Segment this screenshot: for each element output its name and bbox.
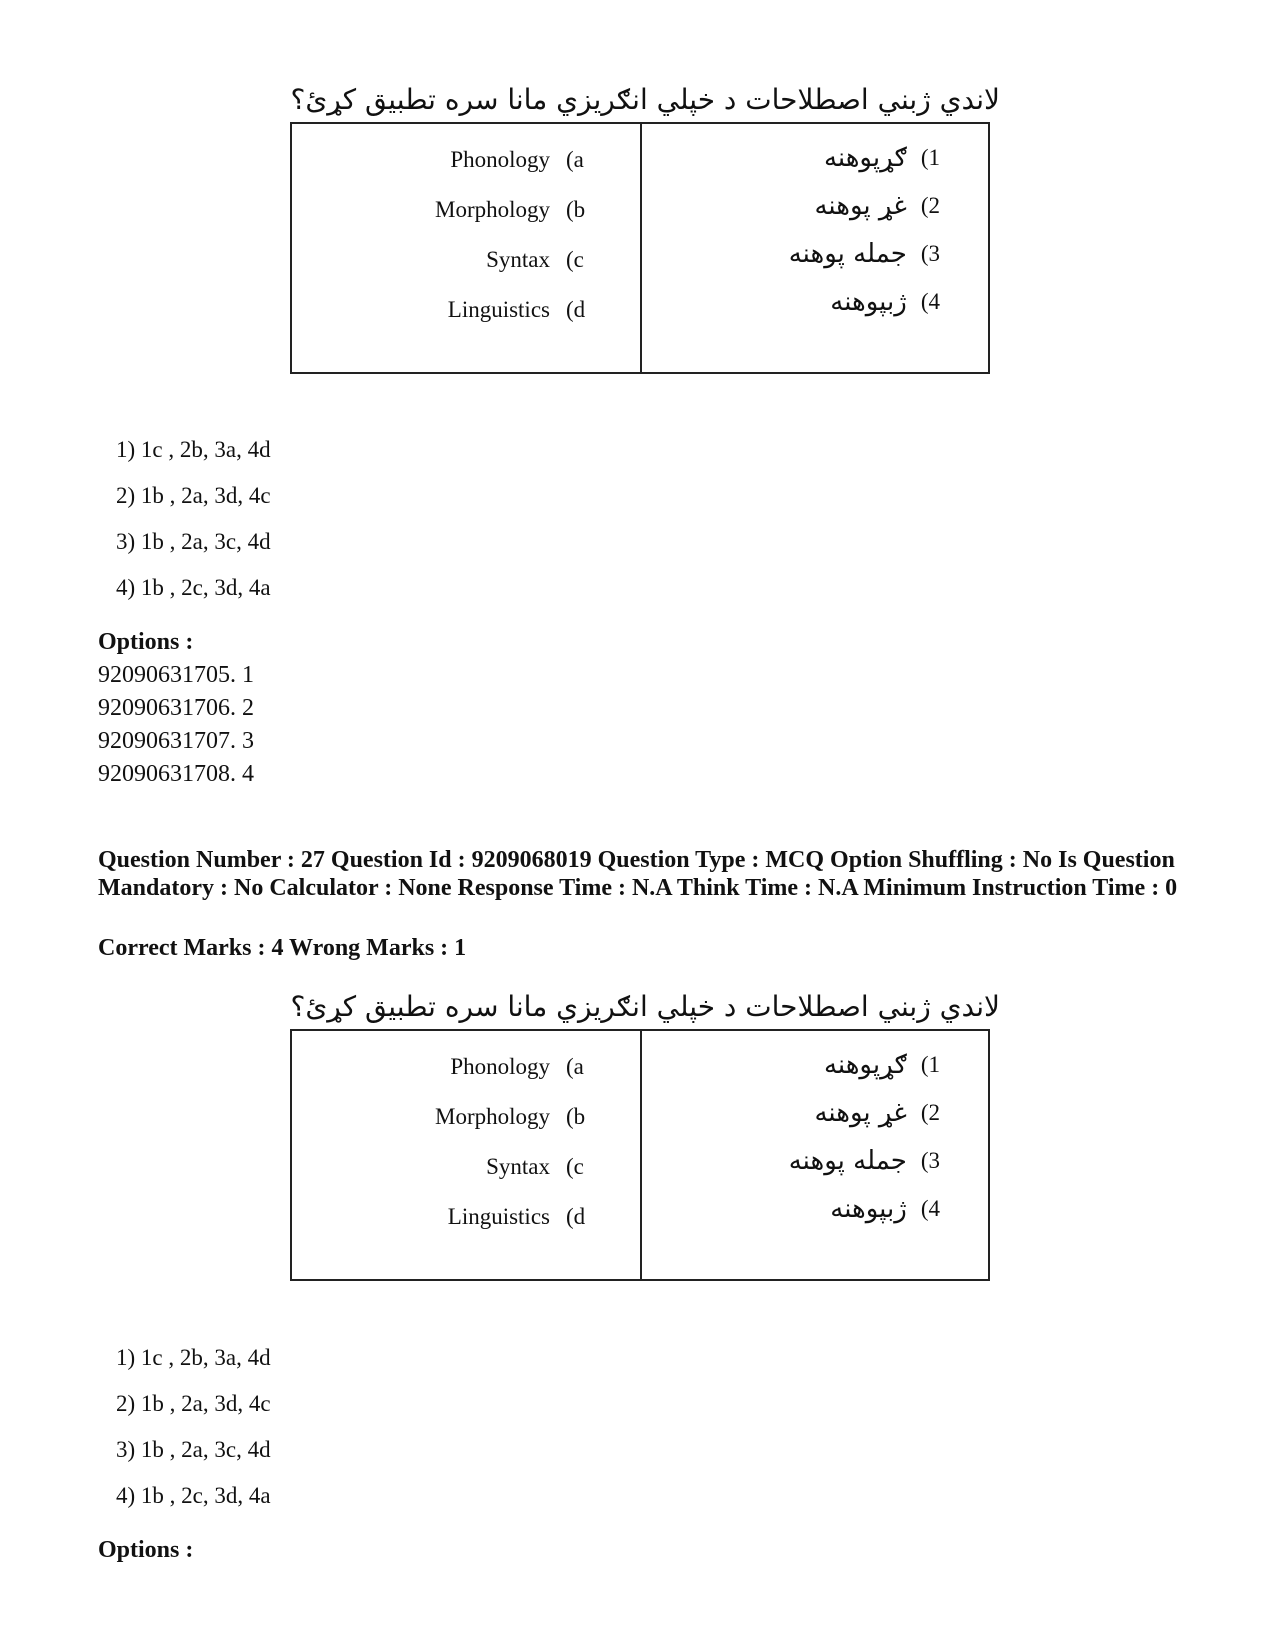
answer-choice: 2) 1b , 2a, 3d, 4c [116,483,271,508]
question-image [0,977,1275,1277]
answer-choice: 3) 1b , 2a, 3c, 4d [116,1437,271,1462]
options-heading: Options : [98,629,194,655]
match-right-row: غړ پوهنه (2 [814,1098,940,1128]
option-line: 92090631708. 4 [98,761,254,787]
match-right-row: ژبپوهنه (4 [830,287,940,317]
answer-choice: 1) 1c , 2b, 3a, 4d [116,437,271,462]
match-right-row: ګړپوهنه (1 [823,1050,940,1080]
match-left-column [292,1031,642,1279]
match-table [290,122,990,374]
option-line: 92090631705. 1 [98,662,254,688]
match-left-row: Phonology (a [450,147,584,172]
match-right-column [642,124,988,372]
answer-choice: 2) 1b , 2a, 3d, 4c [116,1391,271,1416]
match-left-column [292,124,642,372]
options-block [98,1533,193,1567]
answer-choice: 1) 1c , 2b, 3a, 4d [116,1345,271,1370]
answer-choice: 4) 1b , 2c, 3d, 4a [116,1483,271,1508]
answer-choices [116,427,271,611]
match-left-row: Linguistics (d [447,297,586,322]
answer-choice: 3) 1b , 2a, 3c, 4d [116,529,271,554]
question-prompt: لاندي ژبني اصطلاحات د خپلي انګريزي مانا سره تطبيق کړئ؟ [290,83,1000,116]
match-left-row: Syntax (c [486,1154,584,1179]
match-right-row: جمله پوهنه (3 [788,239,940,269]
match-right-row: ګړپوهنه (1 [823,143,940,173]
match-right-row: ژبپوهنه (4 [830,1194,940,1224]
question-marks: Correct Marks : 4 Wrong Marks : 1 [98,935,467,961]
match-left-row: Linguistics (d [447,1204,586,1229]
match-right-column [642,1031,988,1279]
options-block [98,625,254,791]
question-prompt: لاندي ژبني اصطلاحات د خپلي انګريزي مانا سره تطبيق کړئ؟ [290,990,1000,1023]
options-heading: Options : [98,1537,194,1563]
match-left-row: Morphology (b [435,1104,586,1129]
answer-choices [116,1335,271,1519]
question-image [0,70,1275,370]
answer-choice: 4) 1b , 2c, 3d, 4a [116,575,271,600]
match-right-row: جمله پوهنه (3 [788,1146,940,1176]
match-right-row: غړ پوهنه (2 [814,191,940,221]
match-left-row: Syntax (c [486,247,584,272]
match-left-row: Phonology (a [450,1054,584,1079]
match-left-row: Morphology (b [435,197,586,222]
question-meta: Question Number : 27 Question Id : 9209068019 Question Type : MCQ Option Shuffling : No Is Question Mandatory : No Calculator : None Response Time : N.A Think Time : N.A Minimum Instruction Time : 0 [98,847,1178,901]
match-table [290,1029,990,1281]
option-line: 92090631707. 3 [98,728,254,754]
option-line: 92090631706. 2 [98,695,254,721]
